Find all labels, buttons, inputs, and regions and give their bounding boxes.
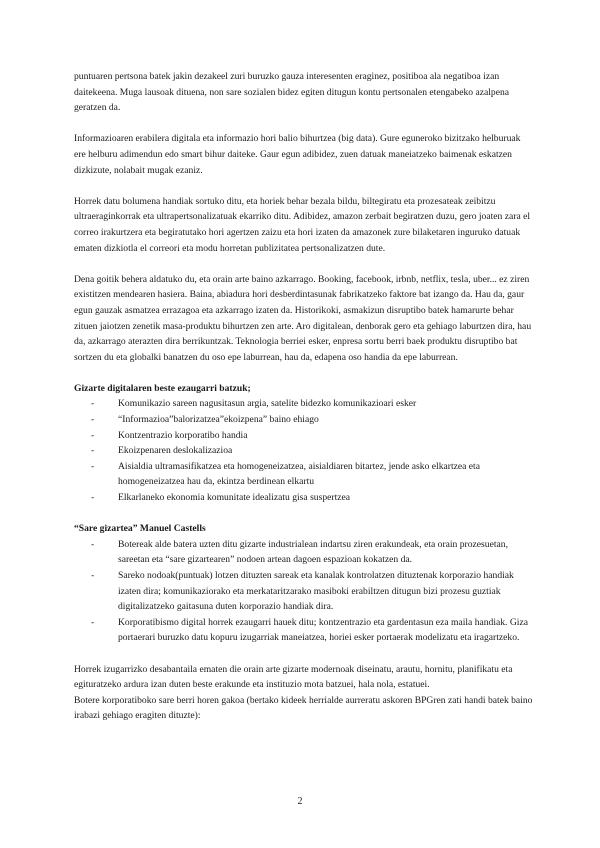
intro-paragraph-3: Horrek datu bolumena handiak sortuko ditu, eta horiek behar bezala bildu, biltegiratu eta prozesateak zeibitzu ultraeraginkorrak eta ultrapertsonalizatuak ekarriko ditu. Adibidez, amazon zerbait begiratzen duzu, gero joaten zara el correo irakurtzera eta begiratutako hori agertzen zaizu eta hori izaten da amazonek zure bilaketaren inguruko datuak ematen dizkiotla el correori eta modu horretan publizitatea pertsonalizatzen dute. (74, 195, 531, 254)
list-item: - Kontzentrazio korporatibo handia (74, 428, 534, 444)
network-society-list (74, 537, 534, 646)
closing-paragraph-2: Botere korporatiboko sare berri horen gakoa (bertako kideek herrialde aurreratu askoren BPGren zati handi batek baino irabazi gehiago eragiten dituzte): (74, 694, 533, 722)
list-item: - Elkarlaneko ekonomia komunitate idealizatu gisa suspertzea (74, 490, 534, 506)
intro-paragraph-2: Informazioaren erabilera digitala eta informazio hori balio bihurtzea (big data). Gure eguneroko bizitzako helburuak ere helburu adimendun edo smart bihur daiteke. Gaur egun adibidez, zuen datuak maneiatzeko baimenak eskatzen dizkizute, nolabait mugak ezaniz. (74, 133, 521, 176)
section-heading-digital-society: Gizarte digitalaren beste ezaugarri batzuk; (74, 382, 251, 394)
list-item: - Sareko nodoak(puntuak) lotzen dituzten sareak eta kanalak kontrolatzen dituztenak korporazio handiak izaten dira; komunikaziorako eta merkataritzarako masiboki erabiltzen ditugun bizi prozesu guztiak digitalizatzeko gaitasuna duten korporazio handiak dira. (74, 568, 534, 615)
list-item: - Korporatibismo digital horrek ezaugarri hauek ditu; kontzentrazio eta gardentasun eza maila handiak. Giza portaerari buruzko datu kopuru izugarriak maneiatzea, horiei esker portaerak modelizatu eta iragartzeko. (74, 615, 534, 646)
list-item: - Komunikazio sareen nagusitasun argia, satelite bidezko komunikazioari esker (74, 396, 534, 412)
list-item: - Aisialdia ultramasifikatzea eta homogeneizatzea, aisialdiaren bitartez, jende asko elkartzea eta homogeneizatzea hau da, ekintza berdinean elkartu (74, 459, 534, 490)
list-item: - Ekoizpenaren deslokalizazioa (74, 443, 534, 459)
intro-paragraph-1: puntuaren pertsona batek jakin dezakeel zuri buruzko gauza interesenten eraginez, positiboa ala negatiboa izan daitekeena. Muga lausoak dituena, non sare sozialen bidez egiten ditugun kontu pertsonalen etengabeko azalpena geratzen da. (74, 71, 510, 114)
page-number: 2 (297, 796, 303, 807)
section-heading-network-society: “Sare gizartea” Manuel Castells (74, 523, 206, 535)
closing-paragraph-1: Horrek izugarrizko desabantaila ematen die orain arte gizarte modernoak diseinatu, arautu, hornitu, planifikatu eta egituratzeko ardura izan duten beste erakunde eta instituzio mota batzuei, hala nola, estatuei. (74, 663, 513, 691)
intro-paragraph-4: Dena goitik behera aldatuko du, eta orain arte baino azkarrago. Booking, facebook, irbnb, netflix, tesla, uber... ez ziren existitzen mendearen hasiera. Baina, abiadura hori desberdintasunak fabrikatzeko faktore bat izango da. Hau da, gaur egun gauzak asmatzea errazagoa eta azkarrago izaten da. Historikoki, asmakizun disruptibo batek hamarurte behar zituen jaiotzen zenetik masa-produktu bihurtzen zen arte. Aro digitalean, denborak gero eta gehiago laburtzen dira, hau da, azkarrago aterazten dira berrikuntzak. Teknologia berriei esker, enpresa sortu berri baek produktu disruptibo bat sortzen du eta globalki banatzen du oso epe laburrean, hau da, edapena oso handia da epe laburrean. (74, 273, 532, 363)
page-body (74, 69, 534, 724)
digital-society-list (74, 396, 534, 505)
list-item: - Botereak alde batera uzten ditu gizarte industrialean indartsu ziren erakundeak, eta orain prozesuetan, sareetan eta “sare gizartearen” nodoen artean dagoen espazioan kokatzen da. (74, 537, 534, 568)
list-item: - “Informazioa”balorizatzea”ekoizpena” baino ehiago (74, 412, 534, 428)
